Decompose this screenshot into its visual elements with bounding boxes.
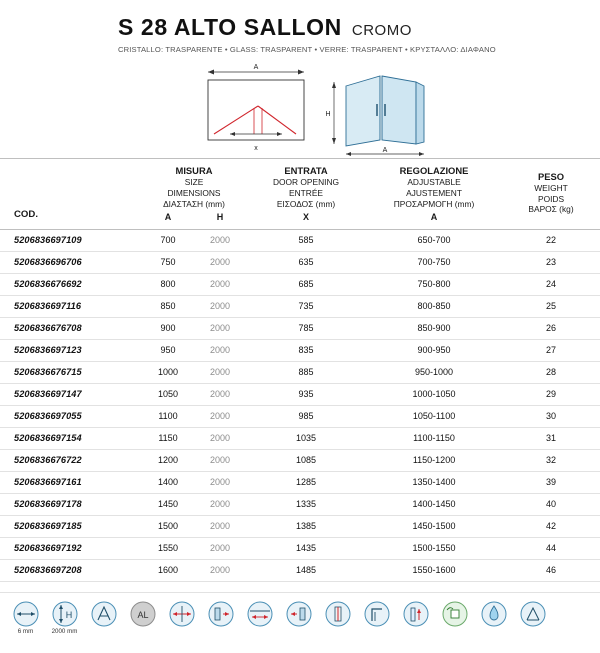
door-opening-icon-glyph (284, 601, 314, 627)
entrata-l2: DOOR OPENING (272, 177, 340, 188)
cell-a: 1200 (142, 449, 194, 471)
misura-l1: MISURA (175, 165, 213, 176)
cell-x: 1335 (246, 493, 366, 515)
column-header-entrata (246, 159, 366, 230)
svg-text:H: H (325, 111, 331, 118)
cell-regolazione: 1500-1550 (366, 537, 502, 559)
cell-a: 950 (142, 339, 194, 361)
cell-a: 900 (142, 317, 194, 339)
regolazione-sub-a: A (430, 212, 438, 223)
table-row (0, 449, 600, 471)
corner-fit-icon-glyph (518, 601, 548, 627)
cell-x: 585 (246, 229, 366, 251)
reversible-door-icon (201, 601, 240, 629)
cell-peso: 31 (502, 427, 600, 449)
svg-text:AL: AL (136, 609, 149, 620)
cell-h: 2000 (194, 449, 246, 471)
column-header-misura (142, 159, 246, 230)
cell-cod: 5206836697178 (0, 493, 142, 515)
column-header-regolazione (366, 159, 502, 230)
icon-caption: 6 mm (17, 627, 34, 635)
cell-peso: 44 (502, 537, 600, 559)
cell-peso: 26 (502, 317, 600, 339)
cell-a: 1000 (142, 361, 194, 383)
cell-h: 2000 (194, 405, 246, 427)
regolazione-l3: AJUSTEMENT (406, 187, 462, 198)
cell-cod: 5206836697109 (0, 229, 142, 251)
door-opening-icon (279, 601, 318, 629)
table-row (0, 339, 600, 361)
cell-peso: 39 (502, 471, 600, 493)
cell-x: 1085 (246, 449, 366, 471)
cell-h: 2000 (194, 295, 246, 317)
wall-profile-icon (396, 601, 435, 629)
cell-regolazione: 1350-1400 (366, 471, 502, 493)
cell-x: 785 (246, 317, 366, 339)
cell-cod: 5206836676708 (0, 317, 142, 339)
cell-cod: 5206836697208 (0, 559, 142, 581)
peso-l1: PESO (537, 170, 565, 182)
peso-l3: POIDS (537, 193, 565, 204)
product-finish: CROMO (351, 22, 412, 39)
cell-x: 935 (246, 383, 366, 405)
table-row (0, 493, 600, 515)
cell-h: 2000 (194, 229, 246, 251)
entrata-l3: ENTRÉE (289, 187, 323, 198)
cell-h: 2000 (194, 559, 246, 581)
cell-peso: 22 (502, 229, 600, 251)
sliding-door-icon-glyph (245, 601, 275, 627)
water-drop-icon-glyph (479, 601, 509, 627)
table-row (0, 427, 600, 449)
table-row (0, 471, 600, 493)
cell-h: 2000 (194, 273, 246, 295)
entrata-l1: ENTRATA (284, 165, 328, 176)
glass-thickness-icon-glyph (11, 601, 41, 627)
cell-cod: 5206836697123 (0, 339, 142, 361)
reversible-door-icon-glyph (206, 601, 236, 627)
cell-x: 685 (246, 273, 366, 295)
cell-x: 635 (246, 251, 366, 273)
profile-detail-icon (357, 601, 396, 629)
cell-peso: 32 (502, 449, 600, 471)
tempered-glass-icon-glyph (89, 601, 119, 627)
regolazione-l2: ADJUSTABLE (407, 177, 461, 188)
entrata-sub-x: X (303, 212, 310, 223)
svg-text:H: H (65, 609, 72, 620)
cell-x: 1035 (246, 427, 366, 449)
column-header-cod: COD. (0, 159, 142, 230)
cell-regolazione: 1550-1600 (366, 559, 502, 581)
cell-regolazione: 1400-1450 (366, 493, 502, 515)
table-row (0, 361, 600, 383)
water-drop-icon (474, 601, 513, 629)
easy-clean-icon-glyph (440, 601, 470, 627)
cell-x: 1435 (246, 537, 366, 559)
glass-subtitle: CRISTALLO: TRASPARENTE • GLASS: TRASPARENT • VERRE: TRASPARENT • ΚΡΥΣΤΑΛΛΟ: ΔΙΑΦΑΝΟ (118, 45, 496, 54)
perspective-view-drawing (320, 60, 450, 158)
cell-x: 1485 (246, 559, 366, 581)
cell-a: 700 (142, 229, 194, 251)
cell-peso: 30 (502, 405, 600, 427)
cell-cod: 5206836696706 (0, 251, 142, 273)
wall-profile-icon-glyph (401, 601, 431, 627)
cell-a: 1500 (142, 515, 194, 537)
cell-x: 985 (246, 405, 366, 427)
aluminium-profile-icon-glyph (128, 601, 158, 627)
cell-x: 885 (246, 361, 366, 383)
cell-cod: 5206836676715 (0, 361, 142, 383)
cell-regolazione: 1050-1100 (366, 405, 502, 427)
glass-thickness-icon (6, 601, 45, 636)
cell-a: 1050 (142, 383, 194, 405)
cell-peso: 29 (502, 383, 600, 405)
table-row (0, 537, 600, 559)
corner-fit-icon (513, 601, 552, 629)
cell-regolazione: 850-900 (366, 317, 502, 339)
cell-regolazione: 1000-1050 (366, 383, 502, 405)
table-row (0, 317, 600, 339)
cell-cod: 5206836697192 (0, 537, 142, 559)
cell-a: 1450 (142, 493, 194, 515)
cell-regolazione: 800-850 (366, 295, 502, 317)
cell-a: 1400 (142, 471, 194, 493)
cell-regolazione: 1450-1500 (366, 515, 502, 537)
table-row (0, 295, 600, 317)
cell-x: 1285 (246, 471, 366, 493)
table-row (0, 229, 600, 251)
entrata-l4: ΕΙΣΟΔΟΣ (mm) (276, 198, 336, 209)
cell-regolazione: 750-800 (366, 273, 502, 295)
height-icon (45, 601, 84, 636)
regolazione-l1: REGOLAZIONE (399, 165, 469, 176)
cell-regolazione: 650-700 (366, 229, 502, 251)
cell-cod: 5206836676722 (0, 449, 142, 471)
cell-regolazione: 900-950 (366, 339, 502, 361)
cell-cod: 5206836697147 (0, 383, 142, 405)
cell-a: 1150 (142, 427, 194, 449)
height-icon-glyph (50, 601, 80, 627)
cell-a: 800 (142, 273, 194, 295)
svg-text:A: A (253, 64, 259, 71)
sliding-door-icon (240, 601, 279, 629)
misura-sub-h: H (216, 212, 224, 223)
cell-h: 2000 (194, 471, 246, 493)
cell-a: 750 (142, 251, 194, 273)
aluminium-profile-icon (123, 601, 162, 629)
cell-cod: 5206836697116 (0, 295, 142, 317)
product-table (0, 158, 600, 582)
peso-l4: ΒΑΡΟΣ (kg) (528, 204, 574, 215)
cell-h: 2000 (194, 251, 246, 273)
cell-h: 2000 (194, 339, 246, 361)
table-row (0, 273, 600, 295)
cell-a: 1550 (142, 537, 194, 559)
table-body (0, 229, 600, 581)
table-row (0, 559, 600, 581)
cell-a: 1100 (142, 405, 194, 427)
cell-h: 2000 (194, 383, 246, 405)
technical-drawings (0, 58, 600, 158)
cell-peso: 40 (502, 493, 600, 515)
cell-x: 735 (246, 295, 366, 317)
table-row (0, 405, 600, 427)
profile-detail-icon-glyph (362, 601, 392, 627)
adjustable-icon-glyph (167, 601, 197, 627)
cell-h: 2000 (194, 493, 246, 515)
cell-h: 2000 (194, 515, 246, 537)
magnetic-seal-icon (318, 601, 357, 629)
adjustable-icon (162, 601, 201, 629)
cell-cod: 5206836697185 (0, 515, 142, 537)
misura-l2: SIZE (184, 177, 204, 188)
misura-l4: ΔΙΑΣΤΑΣΗ (mm) (163, 198, 225, 209)
cell-peso: 27 (502, 339, 600, 361)
cell-peso: 25 (502, 295, 600, 317)
cell-peso: 42 (502, 515, 600, 537)
cell-cod: 5206836676692 (0, 273, 142, 295)
icon-caption: 2000 mm (51, 627, 78, 635)
cell-h: 2000 (194, 427, 246, 449)
cell-regolazione: 700-750 (366, 251, 502, 273)
feature-icon-strip (0, 592, 600, 653)
peso-l2: WEIGHT (534, 182, 568, 193)
cell-peso: 28 (502, 361, 600, 383)
svg-text:x: x (254, 145, 258, 152)
cell-a: 850 (142, 295, 194, 317)
table-row (0, 251, 600, 273)
cell-x: 835 (246, 339, 366, 361)
cell-regolazione: 1150-1200 (366, 449, 502, 471)
cell-cod: 5206836697055 (0, 405, 142, 427)
cell-regolazione: 1100-1150 (366, 427, 502, 449)
cell-x: 1385 (246, 515, 366, 537)
easy-clean-icon (435, 601, 474, 629)
product-title: S 28 ALTO SALLON (118, 14, 342, 40)
plan-view-drawing (196, 62, 316, 158)
table-row (0, 383, 600, 405)
svg-text:A: A (382, 147, 388, 154)
cell-cod: 5206836697161 (0, 471, 142, 493)
cell-regolazione: 950-1000 (366, 361, 502, 383)
misura-sub-a: A (164, 212, 172, 223)
cell-peso: 46 (502, 559, 600, 581)
page-title (0, 0, 600, 41)
cell-h: 2000 (194, 537, 246, 559)
cell-h: 2000 (194, 361, 246, 383)
column-header-peso (502, 159, 600, 230)
cell-cod: 5206836697154 (0, 427, 142, 449)
table-row (0, 515, 600, 537)
cell-a: 1600 (142, 559, 194, 581)
regolazione-l4: ΠΡΟΣΑΡΜΟΓΗ (mm) (393, 198, 475, 209)
cell-peso: 24 (502, 273, 600, 295)
cell-h: 2000 (194, 317, 246, 339)
peso-sub (502, 215, 600, 218)
cell-peso: 23 (502, 251, 600, 273)
magnetic-seal-icon-glyph (323, 601, 353, 627)
misura-l3: DIMENSIONS (167, 187, 221, 198)
tempered-glass-icon (84, 601, 123, 629)
